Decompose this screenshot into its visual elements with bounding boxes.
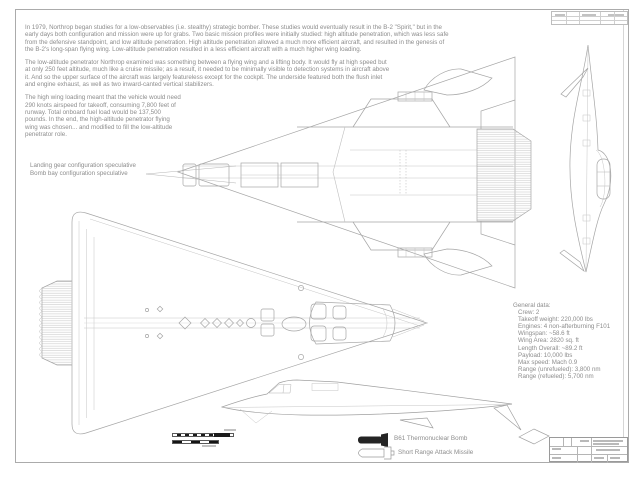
nose-gear-bay	[183, 164, 196, 186]
general-data-takeoff-weight: Takeoff weight: 220,000 lbs	[518, 316, 593, 324]
engine-duct-lines	[350, 150, 477, 195]
exhaust-slot	[42, 281, 72, 365]
dorsal-hatch	[312, 384, 338, 391]
general-data-engines: Engines: 4 non-afterburning F101	[518, 323, 611, 331]
side-waterline	[222, 405, 512, 408]
gear-mark-4	[298, 354, 303, 359]
revision-strip	[551, 11, 628, 25]
note-leader-lines	[146, 166, 236, 183]
title-text-bar-6	[552, 457, 561, 459]
sram-missile-label: Short Range Attack Missile	[398, 449, 474, 456]
intro-text-block	[25, 24, 457, 144]
title-text-bar-3	[593, 443, 619, 445]
title-text-bar-1	[580, 440, 589, 442]
vertical-stabilizer-bottom	[424, 249, 492, 275]
b61-tail-fins	[381, 433, 388, 447]
rotated-profile-view	[560, 45, 611, 272]
strip-vline-4	[614, 12, 615, 24]
leading-edge-inner-line	[90, 219, 420, 326]
strip-hline-2	[552, 20, 627, 21]
note-line-1: Landing gear configuration speculative	[30, 162, 136, 169]
cross-section-diamonds	[157, 306, 243, 339]
fin-planform-detail	[519, 429, 549, 444]
general-data-wingspan: Wingspan: ~58.6 ft	[518, 330, 570, 338]
title-text-bar-7	[594, 457, 604, 459]
lower-fairing	[353, 222, 450, 250]
general-data-crew: Crew: 2	[518, 309, 540, 317]
title-block-vline-3	[577, 446, 578, 463]
strip-hline-1	[552, 16, 627, 17]
top-view-drawing	[39, 212, 427, 434]
seat-pan-1	[333, 306, 346, 319]
seat-pan-2	[333, 327, 346, 340]
title-text-bar-8	[610, 457, 620, 459]
side-view-outline	[222, 380, 512, 415]
general-data-range-unrefueled: Range (unrefueled): 3,800 nm	[518, 365, 601, 373]
section-marks	[583, 90, 590, 244]
intro-paragraph-3: The high wing loading meant that the vehicle would need 290 knots airspeed for takeoff, consuming 7,800 feet of runway. Total onboard fuel load would be 137,500 pounds. In the end, the high-altitude penetrator flying wing was chosen... and modified to fill the low-altitude penetrator role.	[25, 94, 181, 138]
general-data-block	[513, 302, 610, 380]
scale-units-label-bottom	[202, 445, 216, 447]
avionics-bay-1	[261, 309, 274, 321]
scale-bar-row-1-block	[214, 433, 230, 437]
b61-bomb-label: B61 Thermonuclear Bomb	[394, 435, 468, 442]
centerbody-lines	[182, 166, 513, 178]
forward-bay	[199, 164, 229, 186]
exhaust-serration	[39, 288, 42, 358]
scale-bar-row-2	[172, 440, 219, 444]
window-dividers	[597, 172, 610, 186]
title-text-bar-2	[593, 440, 623, 442]
title-block-vline-5	[607, 454, 608, 463]
note-line-2: Bomb bay configuration speculative	[30, 169, 128, 177]
general-data-length: Length Overall: ~89.2 ft	[518, 344, 583, 352]
intro-paragraph-2: The low-altitude penetrator Northrop examined was something between a flying wing and a lifting body. It would fly at high speed but at only 250 feet altitude, much like a cruise missile; as a result, it needed to be minimally visible to detection systems in aircraft above it. And so the upper surface of the aircraft was largely featureless except for the cockpit. The underside featured both the flush inlet and engine exhaust, as well as two inward-canted vertical stabilizers.	[25, 59, 390, 89]
title-block-hline-1	[550, 446, 627, 447]
general-data-range-refueled: Range (refueled): 5,700 nm	[518, 372, 594, 380]
gear-mark-2	[145, 334, 148, 337]
title-text-bar-5	[596, 449, 620, 451]
title-block-hline-2	[550, 454, 627, 455]
general-data-max-speed: Max speed: Mach 0.9	[518, 358, 578, 366]
tail-fin-far	[400, 418, 433, 428]
strip-vline-2	[579, 12, 580, 24]
engine-exhaust-hatch	[477, 129, 531, 221]
scale-bar	[172, 429, 242, 447]
profile-fin-top	[561, 68, 588, 97]
b61-bomb-silhouette	[358, 437, 383, 444]
duct-serration-lines	[400, 150, 406, 195]
scale-units-label-top	[224, 429, 236, 431]
general-data-wing-area: Wing Area: 2820 sq. ft	[518, 337, 579, 345]
title-text-bar-4	[552, 448, 561, 450]
tail-fin-near	[494, 405, 521, 430]
general-data-payload: Payload: 10,000 lbs	[518, 351, 573, 359]
profile-centerline	[586, 48, 588, 270]
general-data-title: General data:	[513, 302, 551, 309]
strip-vline-3	[600, 12, 601, 24]
weapon-profiles	[358, 433, 394, 459]
title-block	[549, 437, 628, 462]
speculative-note	[30, 162, 136, 178]
sram-missile-outline	[359, 447, 395, 459]
intro-paragraph-1: In 1979, Northrop began studies for a low-observables (i.e. stealthy) strategic bomber. These studies would eventually result in the B-2 "Spirit," but in the early days both configuration and mission were up for grabs. Two basic mission profiles were initially studied: high altitude penetration, which was less safe from the defensive standpoint, and low altitude penetration. High altitude penetration allowed a much more efficient aircraft, and resulted in the genesis of the B-2's long-span flying wing. Low-altitude penetration resulted in a less efficient aircraft with a much higher wing loading.	[25, 24, 449, 53]
gear-mark-1	[145, 308, 148, 311]
equipment-oval	[282, 317, 306, 331]
title-block-vline-1	[563, 438, 564, 446]
title-block-vline-4	[591, 438, 592, 463]
strip-vline-1	[566, 12, 567, 24]
title-block-vline-2	[571, 438, 572, 446]
avionics-bay-2	[261, 324, 274, 336]
profile-fin-bottom	[560, 250, 584, 271]
